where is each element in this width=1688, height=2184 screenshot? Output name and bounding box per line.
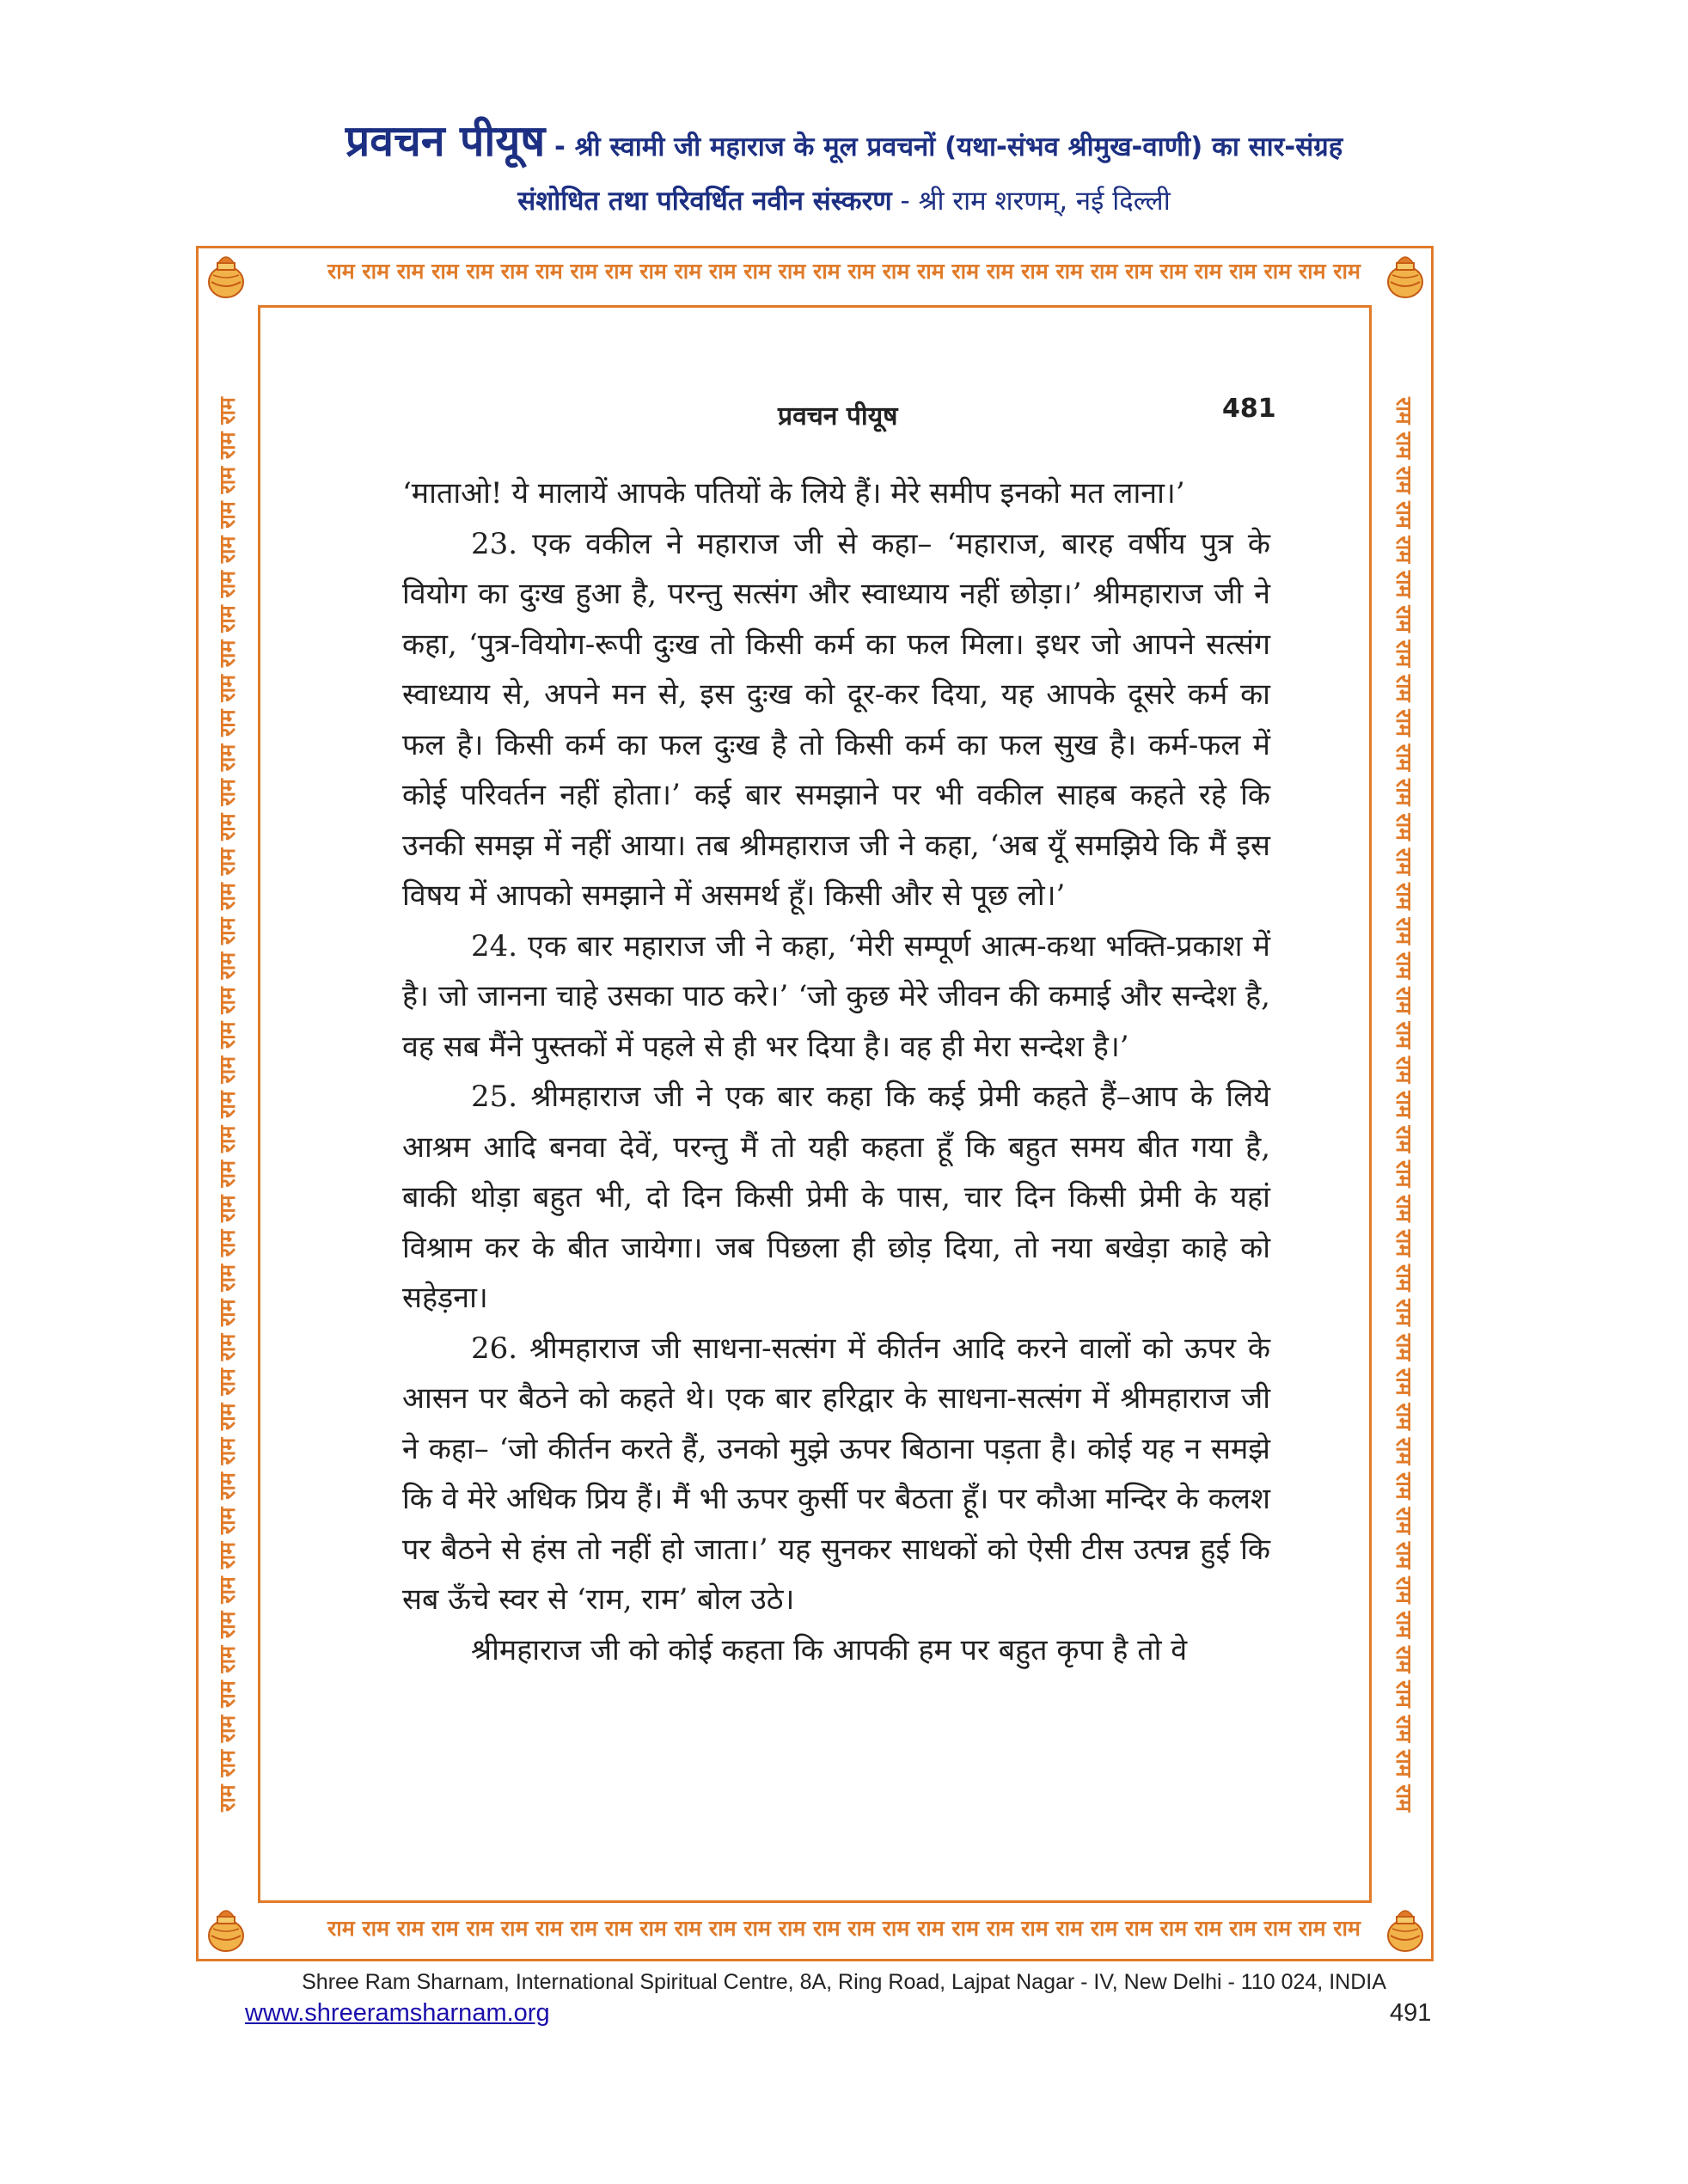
pdf-page-number: 491: [1390, 1999, 1432, 2027]
edition-line: [0, 182, 1688, 218]
website-link[interactable]: www.shreeramsharnam.org: [245, 1999, 550, 2027]
book-page-number: 481: [1222, 394, 1276, 424]
kalash-icon: [199, 249, 253, 303]
paragraph: ‘माताओ! ये मालायें आपके पतियों के लिये हैं। मेरे समीप इनको मत लाना।’: [402, 476, 1185, 511]
document-title: [0, 110, 1688, 168]
edition-label: संशोधित तथा परिवर्धित नवीन संस्करण: [517, 186, 892, 217]
paragraph: 24. एक बार महाराज जी ने कहा, ‘मेरी सम्पूर्ण आत्म-कथा भक्ति-प्रकाश में है। जो जानना चाहे उसका पाठ करे।’ ‘जो कुछ मेरे जीवन की कमाई और सन्देश है, वह सब मैंने पुस्तकों में पहले से ही भर दिया है। वह ही मेरा सन्देश है।’: [402, 928, 1270, 1064]
ram-border-right: [1387, 327, 1422, 1882]
paragraph: 25. श्रीमहाराज जी ने एक बार कहा कि कई प्रेमी कहते हैं–आप के लिये आश्रम आदि बनवा देवें, परन्तु मैं तो यही कहता हूँ कि बहुत समय बीत गया है, बाकी थोड़ा बहुत भी, दो दिन किसी प्रेमी के पास, चार दिन किसी प्रेमी के यहां विश्राम कर के बीत जायेगा। जब पिछला ही छोड़ दिया, तो नया बखेड़ा काहे को सहेड़ना।: [402, 1080, 1270, 1315]
ram-border-left-text: राम राम राम राम राम राम राम राम राम राम राम राम राम राम राम राम राम राम राम राम राम राम राम राम राम राम राम राम राम राम राम राम राम राम राम राम राम राम राम राम राम: [215, 397, 240, 1812]
kalash-icon: [199, 1903, 253, 1956]
kalash-icon: [1379, 249, 1432, 303]
ram-border-left: [210, 327, 244, 1882]
ram-border-top: राम राम राम राम राम राम राम राम राम राम राम राम राम राम राम राम राम राम राम राम राम राम राम राम राम राम राम राम राम राम: [327, 259, 1361, 284]
edition-publisher: - श्री राम शरणम्, नई दिल्ली: [891, 186, 1171, 217]
paragraph: श्रीमहाराज जी को कोई कहता कि आपकी हम पर बहुत कृपा है तो वे: [471, 1632, 1188, 1667]
paragraph: 26. श्रीमहाराज जी साधना-सत्संग में कीर्तन आदि करने वालों को ऊपर के आसन पर बैठने को कहते थे। एक बार हरिद्वार के साधना-सत्संग में श्रीमहाराज जी ने कहा– ‘जो कीर्तन करते हैं, उनको मुझे ऊपर बिठाना पड़ता है। कोई यह न समझे कि वे मेरे अधिक प्रिय हैं। मैं भी ऊपर कुर्सी पर बैठता हूँ। पर कौआ मन्दिर के कलश पर बैठने से हंस तो नहीं हो जाता।’ यह सुनकर साधकों को ऐसी टीस उत्पन्न हुई कि सब ऊँचे स्वर से ‘राम, राम’ बोल उठे।: [402, 1331, 1270, 1617]
footer-address: Shree Ram Sharnam, International Spiritual Centre, 8A, Ring Road, Lajpat Nagar - IV, New Delhi - 110 024, INDIA: [302, 1970, 1386, 1994]
kalash-icon: [1379, 1903, 1432, 1956]
running-head: प्रवचन पीयूष: [778, 401, 898, 431]
paragraph: 23. एक वकील ने महाराज जी से कहा– ‘महाराज, बारह वर्षीय पुत्र के वियोग का दुःख हुआ है, परन्तु सत्संग और स्वाध्याय नहीं छोड़ा।’ श्रीमहाराज जी ने कहा, ‘पुत्र-वियोग-रूपी दुःख तो किसी कर्म का फल मिला। इधर जो आपने सत्संग स्वाध्याय से, अपने मन से, इस दुःख को दूर-कर दिया, यह आपके दूसरे कर्म का फल है। किसी कर्म का फल दुःख है तो किसी कर्म का फल सुख है। कर्म-फल में कोई परिवर्तन नहीं होता।’ कई बार समझाने पर भी वकील साहब कहते रहे कि उनकी समझ में नहीं आया। तब श्रीमहाराज जी ने कहा, ‘अब यूँ समझिये कि मैं इस विषय में आपको समझाने में असमर्थ हूँ। किसी और से पूछ लो।’: [402, 526, 1270, 913]
title-subtitle: - श्री स्वामी जी महाराज के मूल प्रवचनों (यथा-संभव श्रीमुख-वाणी) का सार-संग्रह: [545, 132, 1343, 162]
body-text: [402, 468, 1270, 1675]
ram-border-bottom: राम राम राम राम राम राम राम राम राम राम राम राम राम राम राम राम राम राम राम राम राम राम राम राम राम राम राम राम राम राम: [327, 1916, 1361, 1941]
title-main: प्रवचन पीयूष: [345, 116, 546, 166]
ram-border-right-text: राम राम राम राम राम राम राम राम राम राम राम राम राम राम राम राम राम राम राम राम राम राम राम राम राम राम राम राम राम राम राम राम राम राम राम राम राम राम राम राम राम: [1391, 397, 1416, 1812]
